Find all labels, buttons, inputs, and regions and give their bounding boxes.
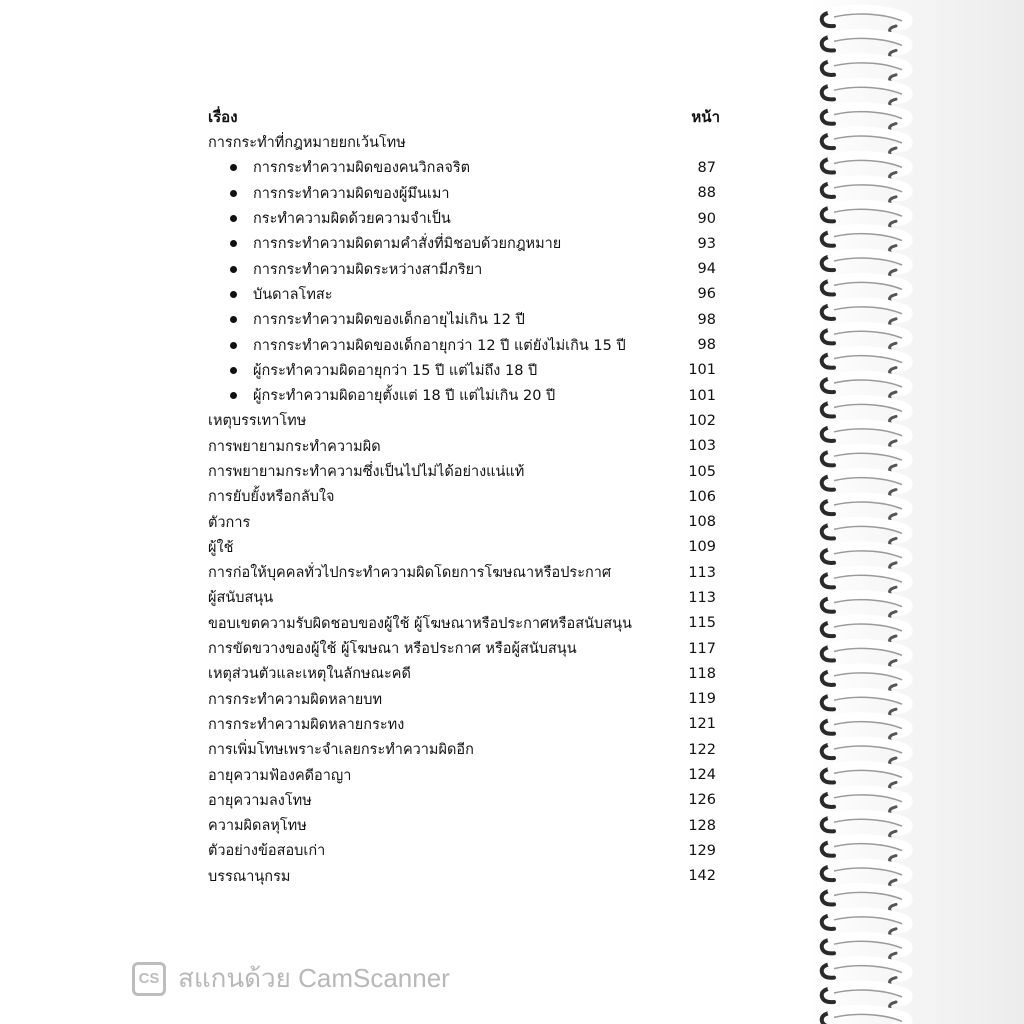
toc-entry-page: 98 bbox=[697, 337, 716, 354]
toc-entry-title bbox=[208, 688, 382, 711]
toc-entry-text: การกระทำความผิดของเด็กอายุกว่า 12 ปี แต่ยังไม่เกิน 15 ปี bbox=[253, 337, 626, 354]
toc-entry bbox=[208, 484, 720, 509]
toc-entry-text: ผู้กระทำความผิดอายุตั้งแต่ 18 ปี แต่ไม่เกิน 20 ปี bbox=[253, 388, 556, 405]
toc-entry-page: 96 bbox=[697, 286, 716, 303]
toc-entry-title bbox=[230, 232, 561, 255]
toc-entry-text: ผู้สนับสนุน bbox=[208, 590, 274, 607]
toc-entry-title bbox=[230, 359, 537, 382]
toc-entry-title bbox=[208, 637, 577, 660]
toc-entry-text: การพยายามกระทำความผิด bbox=[208, 438, 381, 455]
camscanner-logo: CS bbox=[132, 962, 166, 996]
toc-entry-text: ความผิดลหุโทษ bbox=[208, 818, 307, 835]
watermark-text: สแกนด้วย CamScanner bbox=[178, 963, 450, 993]
toc-entry-page: 105 bbox=[688, 463, 716, 480]
toc-entry-title bbox=[230, 207, 451, 230]
spiral-coil bbox=[822, 131, 908, 154]
toc-entry-page: 119 bbox=[688, 691, 716, 708]
toc-list bbox=[208, 130, 720, 889]
spiral-coil bbox=[822, 180, 908, 203]
toc-entry bbox=[208, 762, 720, 787]
toc-header-title: เรื่อง bbox=[208, 108, 238, 126]
toc-entry-page: 108 bbox=[688, 514, 716, 531]
toc-entry-text: การพยายามกระทำความซึ่งเป็นไปไม่ได้อย่างแน่แท้ bbox=[208, 464, 525, 480]
spiral-coil bbox=[822, 107, 908, 130]
toc-entry-page: 118 bbox=[688, 665, 716, 682]
spiral-coil bbox=[822, 351, 908, 374]
toc-entry-text: ผู้กระทำความผิดอายุกว่า 15 ปี แต่ไม่ถึง 18 ปี bbox=[253, 362, 538, 379]
toc-entry-text: การยับยั้งหรือกลับใจ bbox=[208, 489, 335, 506]
toc-entry-title bbox=[208, 612, 632, 635]
spiral-coil bbox=[822, 58, 908, 81]
toc-entry-text: การเพิ่มโทษเพราะจำเลยกระทำความผิดอีก bbox=[208, 742, 474, 759]
toc-entry bbox=[208, 206, 720, 231]
bullet-icon bbox=[230, 342, 237, 349]
toc-entry bbox=[208, 256, 720, 281]
toc-entry bbox=[208, 560, 720, 585]
toc-entry bbox=[208, 585, 720, 610]
toc-entry-title bbox=[208, 409, 306, 432]
toc-entry-page: 103 bbox=[688, 438, 716, 455]
toc-entry-text: อายุความฟ้องคดีอาญา bbox=[208, 767, 352, 784]
toc-entry-text: การกระทำความผิดของเด็กอายุไม่เกิน 12 ปี bbox=[253, 312, 525, 329]
spiral-coil bbox=[822, 668, 908, 691]
toc-entry-title bbox=[208, 738, 474, 761]
toc-entry-text: การกระทำความผิดหลายกระทง bbox=[208, 716, 405, 733]
toc-entry bbox=[208, 383, 720, 408]
toc-entry-page: 102 bbox=[688, 412, 716, 429]
toc-entry bbox=[208, 788, 720, 813]
toc-entry-text: การก่อให้บุคคลทั่วไปกระทำความผิดโดยการโฆษณาหรือประกาศ bbox=[208, 565, 612, 582]
toc-entry-page: 129 bbox=[688, 842, 716, 859]
toc-entry-title bbox=[230, 283, 333, 306]
toc-entry-text: การกระทำความผิดตามคำสั่งที่มิชอบด้วยกฎหมาย bbox=[253, 236, 562, 253]
spiral-coil bbox=[822, 961, 908, 984]
bullet-icon bbox=[230, 392, 237, 399]
toc-entry-page: 113 bbox=[688, 589, 716, 606]
toc-entry bbox=[208, 155, 720, 180]
toc-entry-text: เหตุบรรเทาโทษ bbox=[208, 413, 307, 430]
toc-entry-title bbox=[208, 586, 273, 609]
toc-entry-title bbox=[208, 662, 411, 685]
toc-entry-title bbox=[230, 308, 525, 331]
toc-entry-text: เหตุส่วนตัวและเหตุในลักษณะคดี bbox=[208, 666, 411, 683]
toc-entry-page: 117 bbox=[688, 640, 716, 657]
toc-entry bbox=[208, 864, 720, 889]
spiral-coil bbox=[822, 473, 908, 496]
toc-entry-title bbox=[208, 814, 307, 837]
toc-entry-text: ผู้ใช้ bbox=[208, 539, 234, 556]
spiral-coil bbox=[822, 82, 908, 105]
spiral-coil bbox=[822, 643, 908, 666]
toc-entry bbox=[208, 358, 720, 383]
toc-entry-page: 106 bbox=[688, 488, 716, 505]
bullet-icon bbox=[230, 215, 237, 222]
toc-entry bbox=[208, 813, 720, 838]
toc-entry-title bbox=[230, 258, 482, 281]
spiral-binding bbox=[808, 0, 1024, 1024]
bullet-icon bbox=[230, 164, 237, 171]
toc-entry-page: 142 bbox=[688, 868, 716, 885]
toc-entry-text: บรรณานุกรม bbox=[208, 868, 291, 885]
toc-entry bbox=[208, 737, 720, 762]
toc-entry-page: 101 bbox=[688, 362, 716, 379]
toc-entry-title bbox=[208, 460, 524, 483]
toc-entry-page: 87 bbox=[697, 159, 716, 176]
toc-entry-page: 122 bbox=[688, 741, 716, 758]
spiral-coil bbox=[822, 204, 908, 227]
toc-entry-page: 109 bbox=[688, 539, 716, 556]
scanner-watermark bbox=[132, 958, 450, 999]
toc-entry-text: ขอบเขตความรับผิดชอบของผู้ใช้ ผู้โฆษณาหรือประกาศหรือสนับสนุน bbox=[208, 615, 632, 632]
spiral-coil bbox=[822, 448, 908, 471]
toc-entry bbox=[208, 130, 720, 155]
toc-entry bbox=[208, 459, 720, 484]
toc-entry-title bbox=[208, 789, 312, 812]
bullet-icon bbox=[230, 316, 237, 323]
toc-entry-text: การกระทำที่กฎหมายยกเว้นโทษ bbox=[208, 135, 406, 152]
spiral-coil bbox=[822, 863, 908, 886]
spiral-coil bbox=[822, 936, 908, 959]
spiral-coil bbox=[822, 814, 908, 837]
spiral-coil bbox=[822, 717, 908, 740]
spiral-coil bbox=[822, 619, 908, 642]
toc-entry bbox=[208, 434, 720, 459]
toc-entry-title bbox=[208, 764, 351, 787]
toc-entry-page: 128 bbox=[688, 817, 716, 834]
toc-entry-title bbox=[208, 435, 381, 458]
spiral-coil bbox=[822, 33, 908, 56]
spiral-coil bbox=[822, 375, 908, 398]
spiral-coil bbox=[822, 887, 908, 910]
toc-entry-text: ตัวอย่างข้อสอบเก่า bbox=[208, 843, 326, 860]
toc-entry-page: 94 bbox=[697, 261, 716, 278]
toc-entry bbox=[208, 509, 720, 534]
toc-header-page: หน้า bbox=[691, 108, 720, 126]
toc-entry bbox=[208, 231, 720, 256]
spiral-coil bbox=[822, 424, 908, 447]
spiral-binding-graphic bbox=[808, 0, 1024, 1024]
toc-entry-text: การกระทำความผิดระหว่างสามีภริยา bbox=[253, 261, 483, 278]
toc-entry bbox=[208, 838, 720, 863]
toc-entry bbox=[208, 661, 720, 686]
toc-entry-page: 121 bbox=[688, 716, 716, 733]
table-of-contents bbox=[208, 104, 720, 889]
toc-entry-text: ตัวการ bbox=[208, 514, 251, 531]
toc-entry-title bbox=[208, 511, 250, 534]
spiral-coil bbox=[822, 595, 908, 618]
bullet-icon bbox=[230, 190, 237, 197]
toc-entry bbox=[208, 408, 720, 433]
spiral-coil bbox=[822, 985, 908, 1008]
bullet-icon bbox=[230, 266, 237, 273]
spiral-coil bbox=[822, 277, 908, 300]
toc-entry-title bbox=[208, 713, 404, 736]
toc-entry bbox=[208, 307, 720, 332]
spiral-coil bbox=[822, 497, 908, 520]
spiral-coil bbox=[822, 399, 908, 422]
spiral-coil bbox=[822, 692, 908, 715]
spiral-coil bbox=[822, 326, 908, 349]
spiral-coil bbox=[822, 253, 908, 276]
toc-entry-text: การกระทำความผิดของผู้มึนเมา bbox=[253, 185, 450, 202]
toc-entry-title bbox=[230, 182, 450, 205]
toc-entry-text: อายุความลงโทษ bbox=[208, 792, 312, 809]
spiral-coil bbox=[822, 741, 908, 764]
spiral-coil bbox=[822, 521, 908, 544]
spiral-coil bbox=[822, 765, 908, 788]
toc-entry bbox=[208, 332, 720, 357]
spiral-coil bbox=[822, 1009, 908, 1024]
toc-entry-title bbox=[208, 536, 233, 559]
toc-entry bbox=[208, 636, 720, 661]
spiral-coil bbox=[822, 9, 908, 32]
toc-entry-page: 88 bbox=[697, 185, 716, 202]
toc-entry-title bbox=[230, 334, 626, 357]
toc-entry bbox=[208, 181, 720, 206]
toc-entry-text: กระทำความผิดด้วยความจำเป็น bbox=[253, 211, 451, 228]
bullet-icon bbox=[230, 291, 237, 298]
toc-header bbox=[208, 104, 720, 130]
toc-entry-title bbox=[230, 156, 470, 179]
toc-entry-title bbox=[208, 131, 406, 154]
toc-entry-page: 93 bbox=[697, 235, 716, 252]
toc-entry bbox=[208, 282, 720, 307]
toc-entry-text: การขัดขวางของผู้ใช้ ผู้โฆษณา หรือประกาศ หรือผู้สนับสนุน bbox=[208, 641, 577, 658]
toc-entry-page: 98 bbox=[697, 311, 716, 328]
toc-entry-page: 90 bbox=[697, 210, 716, 227]
toc-entry-text: การกระทำความผิดของคนวิกลจริต bbox=[253, 160, 471, 177]
toc-entry-page: 115 bbox=[688, 615, 716, 632]
toc-entry-text: บันดาลโทสะ bbox=[253, 286, 333, 303]
spiral-coil bbox=[822, 546, 908, 569]
toc-entry bbox=[208, 687, 720, 712]
toc-entry-page: 124 bbox=[688, 767, 716, 784]
bullet-icon bbox=[230, 240, 237, 247]
toc-entry bbox=[208, 535, 720, 560]
toc-entry-title bbox=[208, 485, 335, 508]
toc-entry bbox=[208, 712, 720, 737]
spiral-coil bbox=[822, 790, 908, 813]
toc-entry-title bbox=[230, 384, 555, 407]
spiral-coil bbox=[822, 839, 908, 862]
toc-entry-text: การกระทำความผิดหลายบท bbox=[208, 691, 383, 708]
spiral-coil bbox=[822, 912, 908, 935]
spiral-coil bbox=[822, 302, 908, 325]
toc-entry-title bbox=[208, 561, 611, 584]
toc-entry bbox=[208, 611, 720, 636]
toc-entry-page: 126 bbox=[688, 792, 716, 809]
spiral-coil bbox=[822, 570, 908, 593]
bullet-icon bbox=[230, 367, 237, 374]
toc-entry-title bbox=[208, 865, 290, 888]
toc-entry-page: 101 bbox=[688, 387, 716, 404]
toc-entry-page: 113 bbox=[688, 564, 716, 581]
toc-entry-title bbox=[208, 839, 325, 862]
spiral-coil bbox=[822, 155, 908, 178]
spiral-coil bbox=[822, 229, 908, 252]
